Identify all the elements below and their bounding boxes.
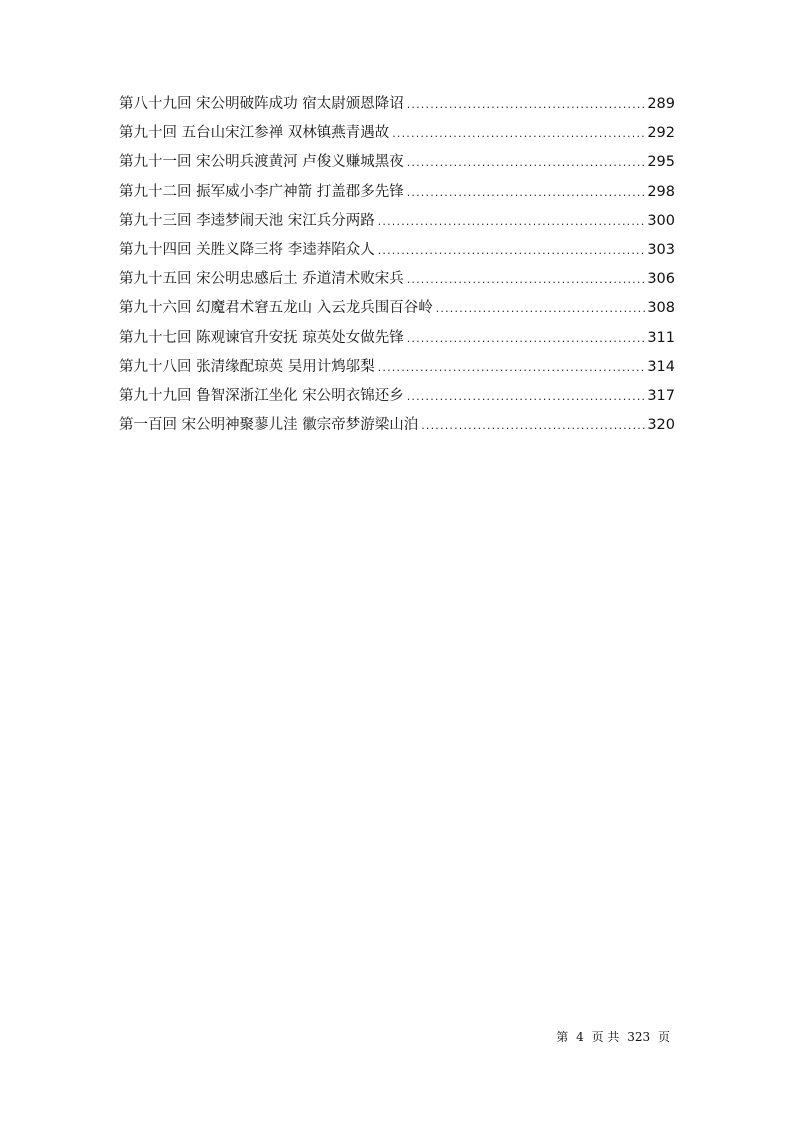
toc-entry[interactable] [119,411,675,440]
toc-entry[interactable] [119,353,675,382]
toc-dot-leader [378,216,646,227]
footer-total-pages: 323 [627,1030,651,1044]
toc-entry-page: 295 [647,154,675,171]
toc-entry-title: 第九十六回 幻魔君术窘五龙山 入云龙兵围百谷岭 [119,300,433,317]
toc-entry-title: 第九十三回 李逵梦闹天池 宋江兵分两路 [119,212,375,229]
toc-entry[interactable] [119,119,675,148]
toc-dot-leader [378,362,646,373]
toc-dot-leader [407,187,646,198]
toc-entry-page: 320 [647,417,675,434]
toc-entry[interactable] [119,207,675,236]
toc-entry[interactable] [119,324,675,353]
toc-entry-page: 303 [647,241,675,258]
toc-entry-page: 292 [647,125,675,142]
toc-dot-leader [407,333,646,344]
footer-current-page: 4 [576,1030,584,1044]
toc-entry[interactable] [119,178,675,207]
toc-entry-title: 第九十二回 振军威小李广神箭 打盖郡多先锋 [119,183,404,200]
toc-entry-title: 第八十九回 宋公明破阵成功 宿太尉颁恩降诏 [119,96,404,112]
toc-entry-page: 311 [647,329,675,346]
toc-entry[interactable] [119,294,675,323]
toc-entry-page: 317 [647,387,675,404]
toc-entry[interactable] [119,148,675,177]
toc-entry[interactable] [119,236,675,265]
toc-entry-title: 第九十回 五台山宋江参禅 双林镇燕青遇故 [119,125,390,142]
toc-dot-leader [392,128,645,139]
toc-entry-title: 第一百回 宋公明神聚蓼儿洼 徽宗帝梦游梁山泊 [119,417,419,434]
toc-dot-leader [436,303,646,314]
toc-entry-title: 第九十一回 宋公明兵渡黄河 卢俊义赚城黑夜 [119,154,404,171]
page-number-indicator [554,1028,672,1045]
footer-suffix: 页 [657,1030,670,1044]
footer-middle: 页 共 [591,1030,620,1044]
table-of-contents [119,90,675,440]
toc-entry[interactable] [119,382,675,411]
footer-prefix: 第 [556,1030,569,1044]
toc-dot-leader [407,274,646,285]
toc-dot-leader [407,391,646,402]
toc-entry-page: 300 [647,212,675,229]
toc-entry-title: 第九十九回 鲁智深浙江坐化 宋公明衣锦还乡 [119,387,404,404]
toc-dot-leader [407,157,646,168]
toc-entry-page: 308 [647,300,675,317]
toc-dot-leader [378,245,646,256]
toc-dot-leader [421,420,645,431]
toc-entry-page: 298 [647,183,675,200]
toc-entry[interactable] [119,265,675,294]
toc-entry-page: 314 [647,358,675,375]
toc-entry-title: 第九十八回 张清缘配琼英 吴用计鸩邬梨 [119,358,375,375]
toc-dot-leader [407,99,646,110]
toc-entry-title: 第九十五回 宋公明忠感后土 乔道清术败宋兵 [119,271,404,288]
toc-entry-page: 306 [647,271,675,288]
toc-entry-page: 289 [647,96,675,112]
toc-entry-title: 第九十七回 陈观谏官升安抚 琼英处女做先锋 [119,329,404,346]
toc-entry-title: 第九十四回 关胜义降三将 李逵莽陷众人 [119,241,375,258]
toc-entry[interactable] [119,90,675,119]
